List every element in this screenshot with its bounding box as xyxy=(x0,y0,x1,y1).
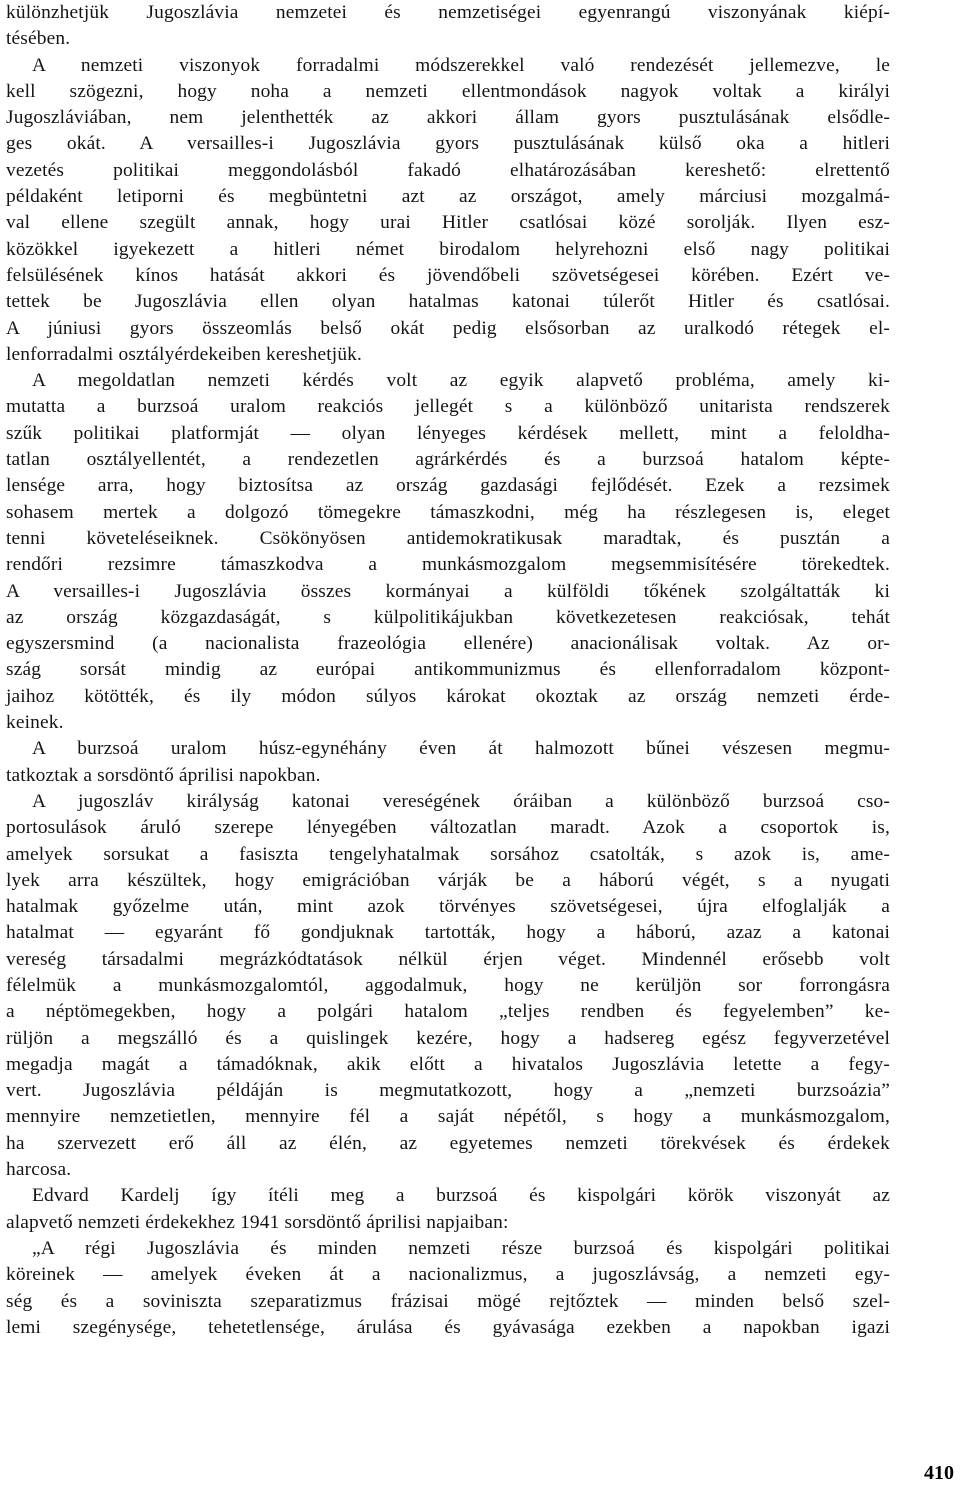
text-line: amelyek sorsukat a fasiszta tengelyhatalmak sorsához csatolták, s azok is, ame- xyxy=(6,843,890,865)
text-line: A versailles-i Jugoszlávia összes kormányai a külföldi tőkének szolgáltatták ki xyxy=(6,580,890,602)
text-line: val ellene szegült annak, hogy urai Hitler csatlósai közé sorolják. Ilyen esz- xyxy=(6,212,890,234)
text-line: harcosa. xyxy=(6,1159,72,1181)
page-number: 410 xyxy=(924,1462,954,1484)
text-line: lemi szegénysége, tehetetlensége, árulása és gyávasága ezekben a napokban igazi xyxy=(6,1316,890,1338)
text-line: különzhetjük Jugoszlávia nemzetei és nemzetiségei egyenrangú viszonyának kiépí- xyxy=(6,2,890,23)
text-line: kell szögezni, hogy noha a nemzeti ellentmondások nagyok voltak a királyi xyxy=(6,80,890,102)
text-line: hatalmak győzelme után, mint azok törvényes szövetségesei, újra elfoglalják a xyxy=(6,896,890,918)
text-line: köreinek — amelyek éveken át a nacionalizmus, a jugoszlávság, a nemzeti egy- xyxy=(6,1264,890,1286)
text-line: lenforradalmi osztályérdekeiben kereshetjük. xyxy=(6,343,363,365)
text-line: rendőri rezsimre támaszkodva a munkásmozgalom megsemmisítésére törekedtek. xyxy=(6,554,890,576)
text-line: tésében. xyxy=(6,28,71,50)
document-page xyxy=(6,0,890,1341)
text-line: A nemzeti viszonyok forradalmi módszerekkel való rendezését jellemezve, le xyxy=(32,54,890,76)
text-line: egyszersmind (a nacionalista frazeológia ellenére) anacionálisak voltak. Az or- xyxy=(6,633,890,655)
text-line: sohasem mertek a dolgozó tömegekre támaszkodni, még ha részlegesen is, eleget xyxy=(6,501,890,523)
text-line: vereség társadalmi megrázkódtatások nélkül érjen véget. Mindennél erősebb volt xyxy=(6,948,890,970)
text-line: lensége arra, hogy biztosítsa az ország gazdasági fejlődését. Ezek a rezsimek xyxy=(6,475,890,497)
text-line: A jugoszláv királyság katonai vereségének óráiban a különböző burzsoá cso- xyxy=(32,790,890,812)
text-line: szág sorsát mindig az európai antikommunizmus és ellenforradalom központ- xyxy=(6,659,890,681)
text-line: ha szervezett erő áll az élén, az egyetemes nemzeti törekvések és érdekek xyxy=(6,1132,890,1154)
text-line: tenni követeléseiknek. Csökönyösen antidemokratikusak maradtak, és pusztán a xyxy=(6,527,890,549)
text-line: Edvard Kardelj így ítéli meg a burzsoá és kispolgári körök viszonyát az xyxy=(32,1185,890,1207)
text-line: ges okát. A versailles-i Jugoszlávia gyors pusztulásának külső oka a hitleri xyxy=(6,133,890,155)
text-line: tatlan osztályellentét, a rendezetlen agrárkérdés és a burzsoá hatalom képte- xyxy=(6,449,890,471)
text-line: a néptömegekben, hogy a polgári hatalom „teljes rendben és fegyelemben” ke- xyxy=(6,1001,890,1023)
text-line: lyek arra készültek, hogy emigrációban várják be a háború végét, s a nyugati xyxy=(6,869,890,891)
text-line: portosulások áruló szerepe lényegében változatlan maradt. Azok a csoportok is, xyxy=(6,817,890,839)
text-line: közökkel igyekezett a hitleri német birodalom helyrehozni első nagy politikai xyxy=(6,238,890,260)
text-line: mutatta a burzsoá uralom reakciós jellegét s a különböző unitarista rendszerek xyxy=(6,396,890,418)
text-line: A júniusi gyors összeomlás belső okát pedig elsősorban az uralkodó rétegek el- xyxy=(6,317,890,339)
text-line: rüljön a megszálló és a quislingek kezére, hogy a hadsereg egész fegyverzetével xyxy=(6,1027,890,1049)
text-line: tatkoztak a sorsdöntő áprilisi napokban. xyxy=(6,764,321,786)
text-line: példaként letiporni és megbüntetni azt az országot, amely márciusi mozgalmá- xyxy=(6,186,890,208)
text-line: alapvető nemzeti érdekekhez 1941 sorsdöntő áprilisi napjaiban: xyxy=(6,1211,509,1233)
text-line: felsülésének kínos hatását akkori és jövendőbeli szövetségesei körében. Ezért ve- xyxy=(6,264,890,286)
text-line: hatalmat — egyaránt fő gondjuknak tartották, hogy a háború, azaz a katonai xyxy=(6,922,890,944)
text-line: mennyire nemzetietlen, mennyire fél a saját népétől, s hogy a munkásmozgalom, xyxy=(6,1106,890,1128)
text-line: tettek be Jugoszlávia ellen olyan hatalmas katonai túlerőt Hitler és csatlósai. xyxy=(6,291,890,313)
text-line: A megoldatlan nemzeti kérdés volt az egyik alapvető probléma, amely ki- xyxy=(32,370,890,392)
text-line: jaihoz kötötték, és ily módon súlyos károkat okoztak az ország nemzeti érde- xyxy=(6,685,890,707)
text-line: vezetés politikai meggondolásból fakadó elhatározásában kereshető: elrettentő xyxy=(6,159,890,181)
text-line: keinek. xyxy=(6,712,64,734)
text-line: „A régi Jugoszlávia és minden nemzeti része burzsoá és kispolgári politikai xyxy=(32,1237,890,1259)
text-line: A burzsoá uralom húsz-egynéhány éven át halmozott bűnei vészesen megmu- xyxy=(32,738,890,760)
text-line: vert. Jugoszlávia példáján is megmutatkozott, hogy a „nemzeti burzsoázia” xyxy=(6,1080,890,1102)
text-line: Jugoszláviában, nem jelenthették az akkori állam gyors pusztulásának elsődle- xyxy=(6,107,890,129)
text-line: félelmük a munkásmozgalomtól, aggodalmuk, hogy ne kerüljön sor forrongásra xyxy=(6,974,890,996)
text-line: megadja magát a támadóknak, akik előtt a hivatalos Jugoszlávia letette a fegy- xyxy=(6,1053,890,1075)
text-line: ség és a soviniszta szeparatizmus frázisai mögé rejtőztek — minden belső szel- xyxy=(6,1290,890,1312)
text-line: az ország közgazdaságát, s külpolitikájukban következetesen reakciósak, tehát xyxy=(6,606,890,628)
text-line: szűk politikai platformját — olyan lényeges kérdések mellett, mint a feloldha- xyxy=(6,422,890,444)
